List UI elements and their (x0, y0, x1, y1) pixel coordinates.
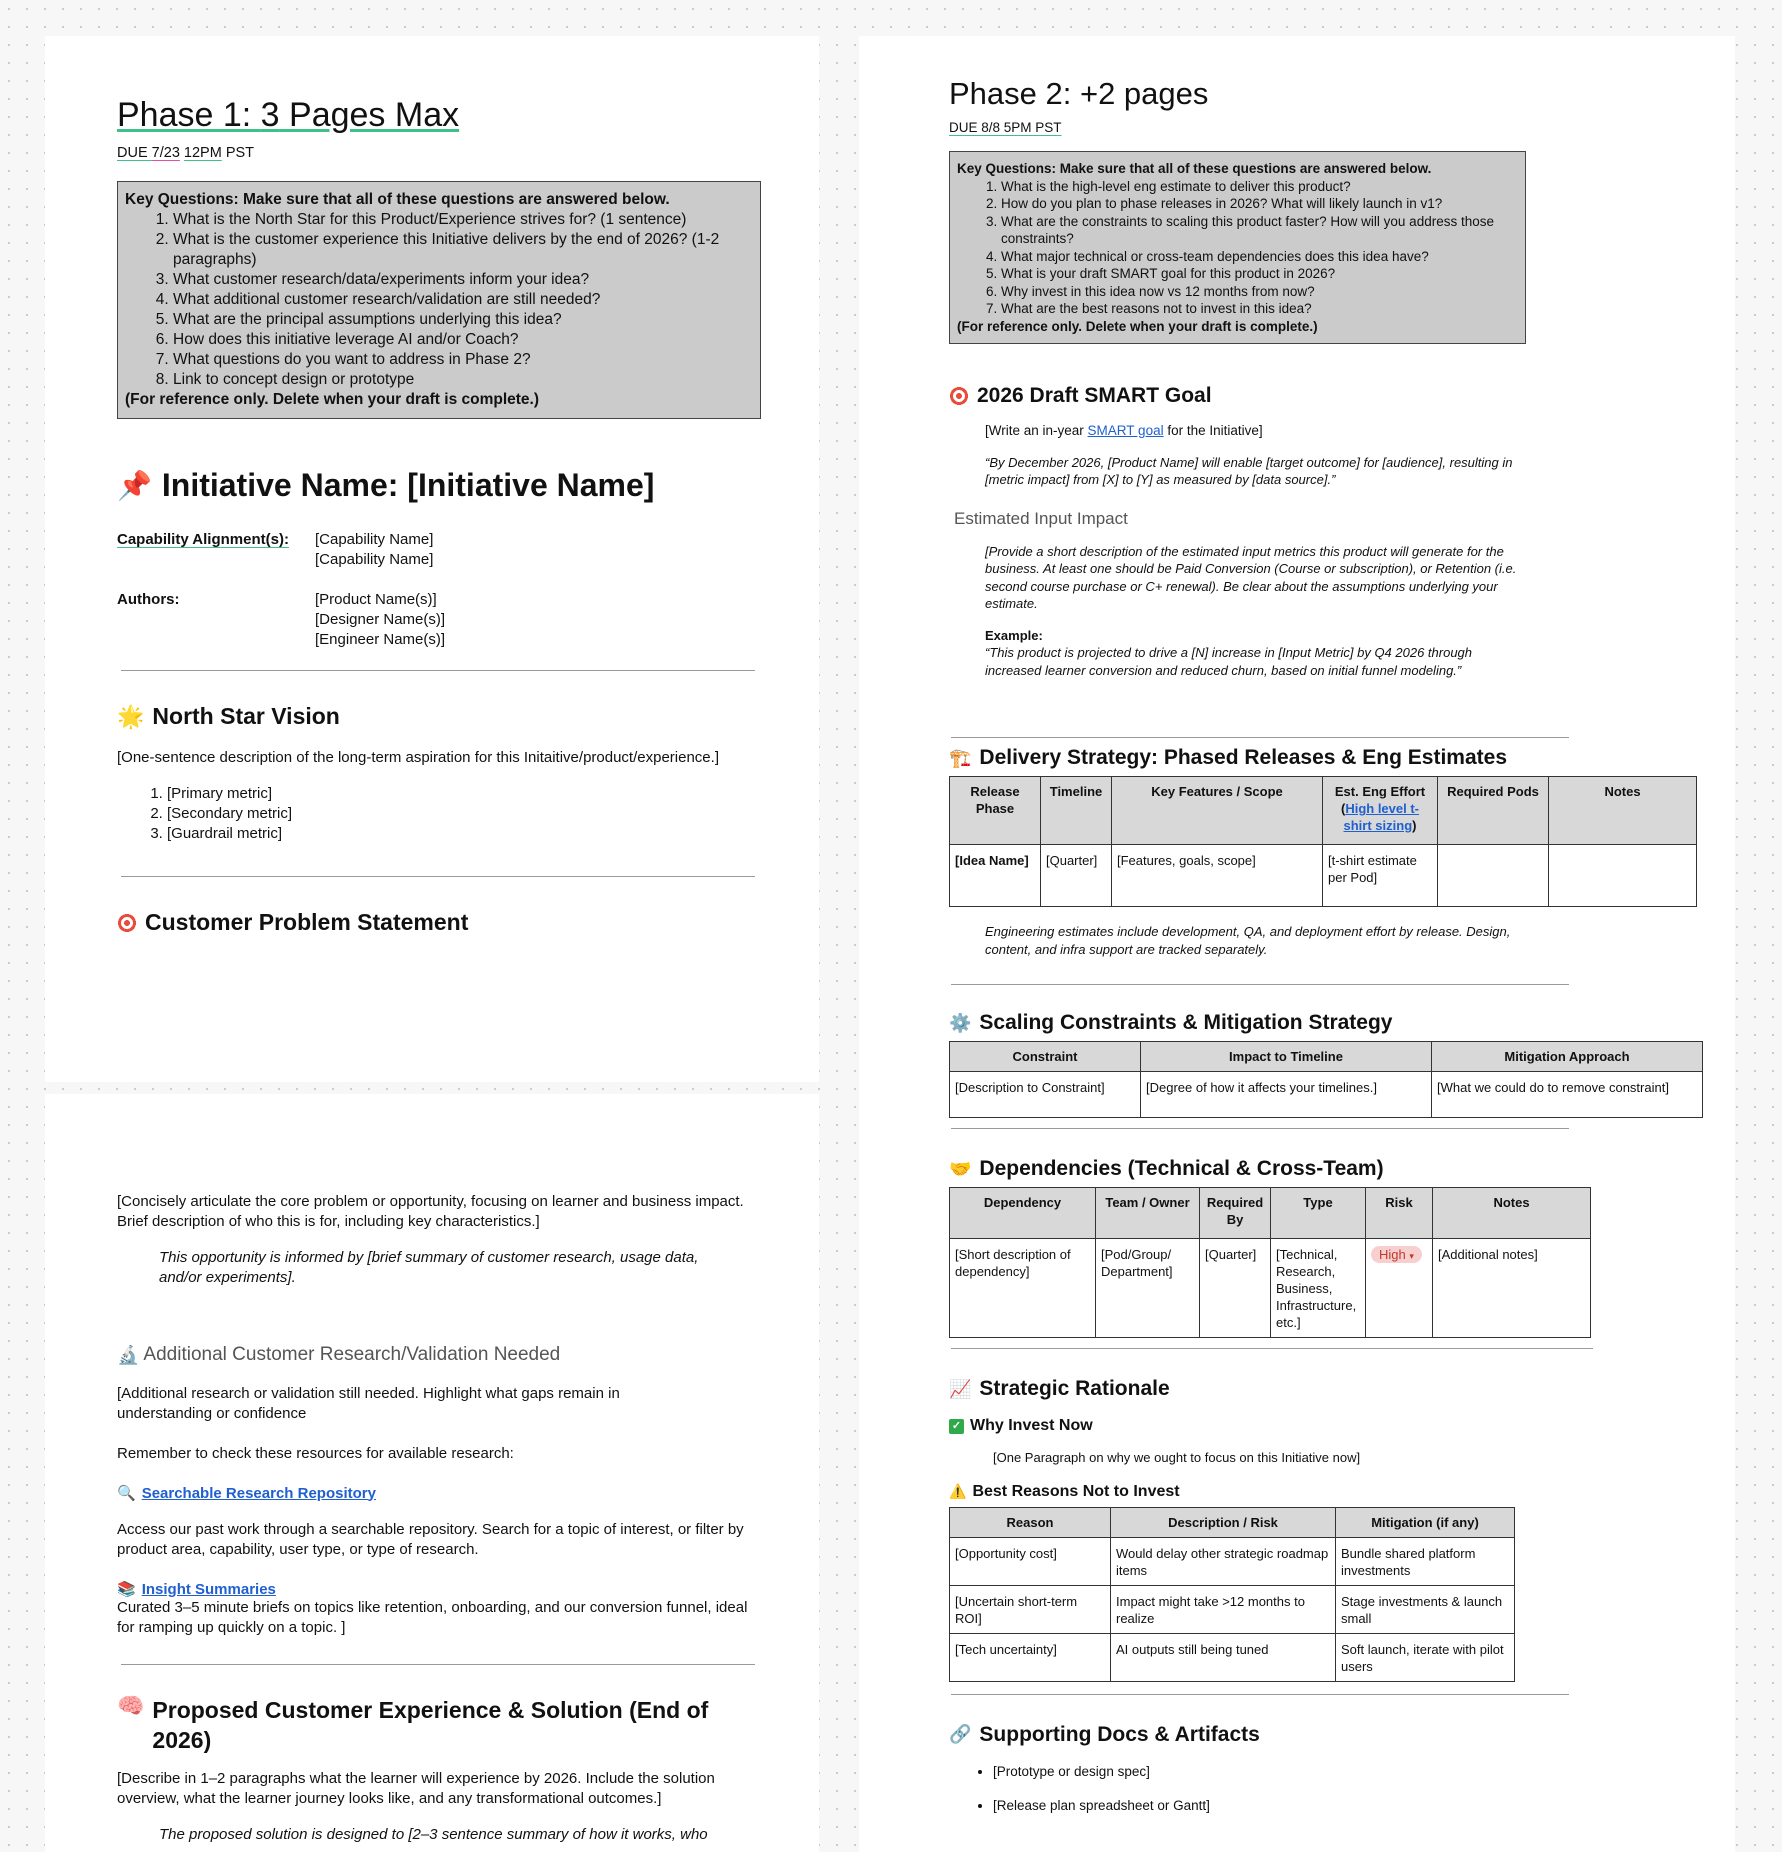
list-item: 7. What questions do you want to address in Phase 2? (173, 350, 754, 370)
list-item: 5. What is your draft SMART goal for this product in 2026? (1001, 265, 1519, 283)
insight-summaries-link[interactable]: Insight Summaries (141, 1580, 276, 1598)
list-item: 1. [Primary metric] (167, 784, 761, 804)
phase1-due: DUE 7/23 12PM PST (117, 145, 255, 161)
divider (951, 984, 1569, 985)
list-item[interactable]: 8. Link to concept design or prototype (173, 370, 754, 390)
list-item: • [Prototype or design spec] (993, 1763, 1705, 1781)
why-invest-description: [One Paragraph on why we ought to focus on this Initiative now] (993, 1450, 1361, 1465)
divider (121, 670, 755, 671)
list-item: 3. What customer research/data/experiments inform your idea? (173, 270, 754, 290)
target-icon (949, 386, 969, 406)
dependencies-table (949, 1187, 1591, 1338)
insight-link-row (117, 1580, 761, 1598)
table-row: [Tech uncertainty] AI outputs still being tuned Soft launch, iterate with pilot users (950, 1633, 1515, 1681)
phase2-key-questions-footer: (For reference only. Delete when your draft is complete.) (957, 318, 1318, 334)
phase2-due: DUE 8/8 5PM PST (949, 120, 1062, 135)
not-invest-table (949, 1507, 1515, 1682)
brain-icon: 🧠 (117, 1693, 145, 1718)
input-impact-heading: Estimated Input Impact (954, 508, 1128, 528)
proposed-heading: 🧠 Proposed Customer Experience & Solution (End of 2026) (117, 1693, 709, 1753)
list-item: 1. What is the high-level eng estimate to deliver this product? (1001, 178, 1519, 196)
phase1-key-questions-box: Key Questions: Make sure that all of these questions are answered below. 1. What is the North Star for this Product/Experience strives for? (1 sentence) 2. What is the customer experience this Initiative delivers by the end of 2026? (1-2 paragraphs) 3. What customer research/data/experiments inform your idea? 4. What additional customer research/validation are still needed? 5. What are the principal assumptions underlying this idea? 6. How does this initiative leverage AI and/or Coach? 7. What questions do you want to address in Phase 2? 8. Link to concept design or prototype (For reference only. Delete when your draft is complete.) (117, 181, 761, 419)
list-item: 2. How do you plan to phase releases in 2026? What will likely launch in v1? (1001, 195, 1519, 213)
magnifier-icon: 🔍 (117, 1485, 136, 1502)
delivery-table (949, 776, 1697, 907)
list-item: 1. What is the North Star for this Product/Experience strives for? (1 sentence) (173, 210, 754, 230)
delivery-note: Engineering estimates include development, QA, and deployment effort by release. Design, content, and infra support are tracked separately. (985, 924, 1511, 957)
phase1-key-questions-footer: (For reference only. Delete when your draft is complete.) (125, 391, 540, 408)
proposed-description: [Describe in 1–2 paragraphs what the learner will experience by 2026. Include the solution overview, what the learner journey looks like, and any transformational outcomes.] (117, 1770, 715, 1807)
table-row: [Short description of dependency] [Pod/Group/ Department] [Quarter] [Technical, Research, Business, Infrastructure, etc.] High ▾ [Additional notes] (950, 1239, 1591, 1338)
tshirt-sizing-link[interactable]: High level t-shirt sizing (1343, 801, 1420, 833)
doc-page-3 (859, 36, 1735, 1852)
repository-description: Access our past work through a searchable repository. Search for a topic of interest, or filter by product area, capability, user type, or type of research. (117, 1521, 744, 1558)
north-star-heading: 🌟 North Star Vision (117, 703, 340, 729)
table-header-row: Reason Description / Risk Mitigation (if any) (950, 1507, 1515, 1537)
phase2-question-list (957, 178, 1519, 318)
author-values: [Product Name(s)] [Designer Name(s)] [Engineer Name(s)] (315, 591, 446, 648)
north-star-description: [One-sentence description of the long-term aspiration for this Initaitive/product/experience.] (117, 749, 719, 766)
table-header-row: Release Phase Timeline Key Features / Scope Est. Eng Effort (High level t-shirt sizing) Required Pods Notes (950, 777, 1697, 845)
list-item: 3. [Guardrail metric] (167, 824, 761, 844)
initiative-heading: 📌 Initiative Name: [Initiative Name] (117, 467, 655, 503)
check-mark-icon: ✓ (949, 1419, 964, 1434)
research-reminder: Remember to check these resources for available research: (117, 1445, 514, 1462)
list-item: 2. What is the customer experience this Initiative delivers by the end of 2026? (1-2 paragraphs) (173, 230, 754, 270)
phase2-key-questions-box: Key Questions: Make sure that all of these questions are answered below. 1. What is the high-level eng estimate to deliver this product? 2. How do you plan to phase releases in 2026? What will likely launch in v1? 3. What are the constraints to scaling this product faster? How will you address those constraints? 4. What major technical or cross-team dependencies does this idea have? 5. What is your draft SMART goal for this product in 2026? 6. Why invest in this idea now vs 12 months from now? 7. What are the best reasons not to invest in this idea? (For reference only. Delete when your draft is complete.) (949, 151, 1526, 344)
glowing-star-icon: 🌟 (117, 703, 145, 729)
not-invest-heading: ⚠️ Best Reasons Not to Invest (949, 1482, 1180, 1500)
list-item: 5. What are the principal assumptions underlying this idea? (173, 310, 754, 330)
phase1-title: Phase 1: 3 Pages Max (117, 96, 460, 134)
delivery-heading: 🏗️ Delivery Strategy: Phased Releases & Eng Estimates (949, 746, 1507, 769)
doc-page-2 (45, 1094, 819, 1852)
chart-increasing-icon: 📈 (949, 1378, 972, 1399)
why-invest-heading: ✓ Why Invest Now (949, 1417, 1705, 1435)
research-description: [Additional research or validation still needed. Highlight what gaps remain in understanding or confidence (117, 1385, 620, 1422)
supporting-docs-heading: 🔗 Supporting Docs & Artifacts (949, 1722, 1260, 1746)
scaling-heading: ⚙️ Scaling Constraints & Mitigation Strategy (949, 1011, 1393, 1034)
list-item: 6. Why invest in this idea now vs 12 months from now? (1001, 283, 1519, 301)
divider (951, 737, 1569, 738)
dependencies-heading: 🤝 Dependencies (Technical & Cross-Team) (949, 1157, 1384, 1180)
smart-goal-quote: “By December 2026, [Product Name] will enable [target outcome] for [audience], resulting in [metric impact] from [X] to [Y] as measured by [data source].” (985, 454, 1513, 487)
proposed-note: The proposed solution is designed to [2–3 sentence summary of how it works, who (159, 1826, 708, 1843)
construction-icon: 🏗️ (949, 747, 972, 768)
divider (121, 1664, 755, 1665)
doc-page-1 (45, 36, 819, 1082)
authors-label: Authors: (117, 591, 180, 608)
pushpin-icon: 📌 (117, 469, 152, 501)
warning-icon: ⚠️ (949, 1483, 967, 1499)
chevron-down-icon: ▾ (1409, 1251, 1414, 1261)
table-row: [Opportunity cost] Would delay other strategic roadmap items Bundle shared platform investments (950, 1537, 1515, 1585)
capability-values: [Capability Name] [Capability Name] (315, 531, 434, 568)
example-text: “This product is projected to drive a [N] increase in [Input Metric] by Q4 2026 through increased learner conversion and reduced churn, based on initial funnel modeling.” (985, 645, 1473, 678)
table-header-row: Constraint Impact to Timeline Mitigation Approach (950, 1042, 1703, 1072)
input-impact-description: [Provide a short description of the estimated input metrics this product will generate for the business. At least one should be Paid Conversion (Course or subscription), or Retention (i.e. second course purchase or C+ renewal). Be clear about the assumptions underlying your estimate. (985, 543, 1517, 611)
smart-goal-link[interactable]: SMART goal (1087, 423, 1164, 438)
divider (121, 876, 755, 877)
opportunity-note: This opportunity is informed by [brief summary of customer research, usage data, and/or experiments]. (159, 1249, 699, 1286)
divider (951, 1128, 1569, 1129)
supporting-docs-list (949, 1763, 1705, 1815)
handshake-icon: 🤝 (949, 1158, 972, 1179)
phase1-question-list (125, 210, 754, 390)
problem-description: [Concisely articulate the core problem or opportunity, focusing on learner and business impact. Brief description of who this is for, including key characteristics.] (117, 1193, 744, 1230)
scaling-table (949, 1041, 1703, 1118)
table-row: [Description to Constraint] [Degree of how it affects your timelines.] [What we could do to remove constraint] (950, 1072, 1703, 1118)
list-item: 2. [Secondary metric] (167, 804, 761, 824)
insight-description: Curated 3–5 minute briefs on topics like retention, onboarding, and our conversion funnel, ideal for ramping up quickly on a topic. ] (117, 1599, 748, 1636)
target-icon (117, 913, 137, 933)
risk-dropdown-chip[interactable]: High ▾ (1371, 1246, 1422, 1263)
metric-list (117, 784, 761, 844)
gear-icon: ⚙️ (949, 1012, 972, 1033)
list-item: 4. What additional customer research/validation are still needed? (173, 290, 754, 310)
divider (951, 1694, 1569, 1695)
repository-link-row (117, 1484, 761, 1502)
table-header-row: Dependency Team / Owner Required By Type Risk Notes (950, 1188, 1591, 1239)
link-icon: 🔗 (949, 1724, 972, 1744)
list-item: 7. What are the best reasons not to invest in this idea? (1001, 300, 1519, 318)
problem-heading: Customer Problem Statement (117, 909, 761, 936)
table-row: [Idea Name] [Quarter] [Features, goals, scope] [t-shirt estimate per Pod] (950, 845, 1697, 907)
initiative-meta (117, 530, 761, 650)
example-label: Example: (985, 627, 1043, 643)
strategic-heading: 📈 Strategic Rationale (949, 1377, 1170, 1400)
research-heading: 🔬 Additional Customer Research/Validation Needed (117, 1344, 561, 1365)
divider (951, 1348, 1593, 1349)
smart-goal-heading: 2026 Draft SMART Goal (949, 384, 1705, 408)
microscope-icon: 🔬 (117, 1344, 140, 1365)
table-row: [Uncertain short-term ROI] Impact might take >12 months to realize Stage investments & launch small (950, 1585, 1515, 1633)
list-item: 3. What are the constraints to scaling this product faster? How will you address those constraints? (1001, 213, 1519, 248)
smart-goal-instruction: [Write an in-year SMART goal for the Initiative] (985, 423, 1263, 438)
list-item: 6. How does this initiative leverage AI and/or Coach? (173, 330, 754, 350)
list-item: • [Release plan spreadsheet or Gantt] (993, 1797, 1705, 1815)
phase2-title: Phase 2: +2 pages (949, 76, 1209, 111)
research-repository-link[interactable]: Searchable Research Repository (141, 1484, 376, 1502)
capability-label: Capability Alignment(s): (117, 531, 289, 548)
books-icon: 📚 (117, 1581, 136, 1598)
list-item: 4. What major technical or cross-team dependencies does this idea have? (1001, 248, 1519, 266)
